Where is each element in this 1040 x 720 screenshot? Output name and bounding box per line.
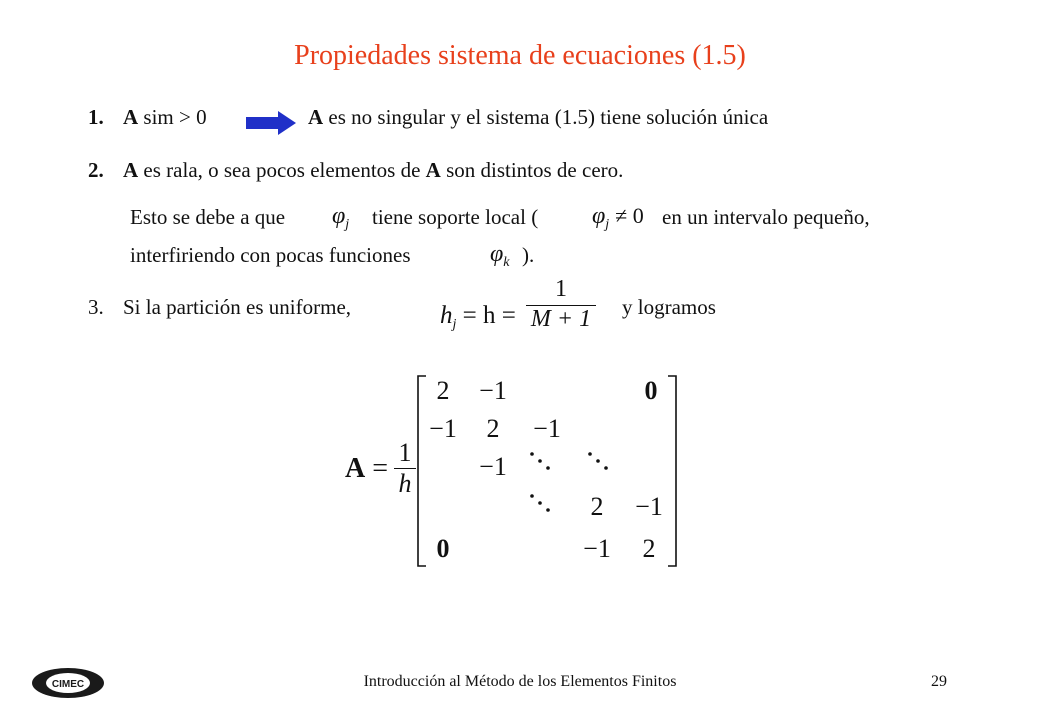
- phi-k-symbol: $\varphi_k$: [490, 241, 510, 270]
- matrix-cell-zero: 0: [436, 534, 450, 563]
- implies-arrow-icon: [246, 111, 296, 135]
- matrix-a-bold: A: [308, 105, 324, 129]
- item-3-text-b: y logramos: [622, 295, 716, 319]
- item-2-line-2a: Esto se debe a que: [130, 205, 286, 229]
- matrix-a-bold: A: [123, 158, 139, 182]
- matrix-cell: 2: [590, 492, 604, 521]
- matrix-cell: −1: [583, 534, 611, 563]
- matrix-cell: −1: [635, 492, 663, 521]
- fraction-1-over-m-plus-1: $\frac{1}{M + 1}$: [526, 276, 596, 333]
- item-3: [88, 295, 351, 320]
- item-3-text-a: Si la partición es uniforme,: [123, 295, 352, 319]
- matrix-a-bold: A: [425, 158, 441, 182]
- item-2-number: 2.: [88, 158, 104, 182]
- item-2-line-3a: interfiriendo con pocas funciones: [130, 243, 411, 267]
- matrix-diagonal-dots: [520, 448, 630, 528]
- item-2: [88, 158, 623, 183]
- matrix-cell: 2: [436, 376, 450, 405]
- page-number: 29: [931, 673, 947, 690]
- fraction-1-over-h: $\frac{1}{h}$: [394, 438, 416, 499]
- matrix-cell: −1: [429, 414, 457, 443]
- matrix-cell: −1: [479, 452, 507, 481]
- hj-formula: $h_j = h$ =: [440, 302, 516, 332]
- item-2-line-3b: ).: [522, 243, 535, 267]
- item-2-text-b: son distintos de cero.: [440, 158, 624, 182]
- matrix-cell: 2: [642, 534, 656, 563]
- item-1-text-b: es no singular y el sistema (1.5) tiene solución única: [323, 105, 769, 129]
- matrix-a-bold: A: [123, 105, 139, 129]
- matrix-equation-lhs: A =: [345, 453, 389, 484]
- matrix-cell: −1: [533, 414, 561, 443]
- matrix-cell-zero: 0: [644, 376, 658, 405]
- item-1-conclusion: [308, 105, 768, 130]
- footer-title: Introducción al Método de los Elementos Finitos: [363, 673, 677, 690]
- matrix-cell: 2: [486, 414, 500, 443]
- svg-text:CIMEC: CIMEC: [51, 679, 85, 690]
- phi-j-symbol: $\varphi_j$: [332, 203, 350, 232]
- item-2-line-2c: en un intervalo pequeño,: [662, 205, 870, 229]
- item-3-number: 3.: [88, 295, 104, 319]
- item-2-text-a: es rala, o sea pocos elementos de: [138, 158, 426, 182]
- phi-j-neq-zero: $\varphi_j \ne 0$: [592, 203, 644, 232]
- item-1-text-a: sim > 0: [138, 105, 207, 129]
- slide-title: Propiedades sistema de ecuaciones (1.5): [294, 40, 746, 71]
- item-2-line-2b: tiene soporte local (: [372, 205, 539, 229]
- matrix-cell: −1: [479, 376, 507, 405]
- item-1: [88, 105, 207, 130]
- item-1-number: 1.: [88, 105, 104, 129]
